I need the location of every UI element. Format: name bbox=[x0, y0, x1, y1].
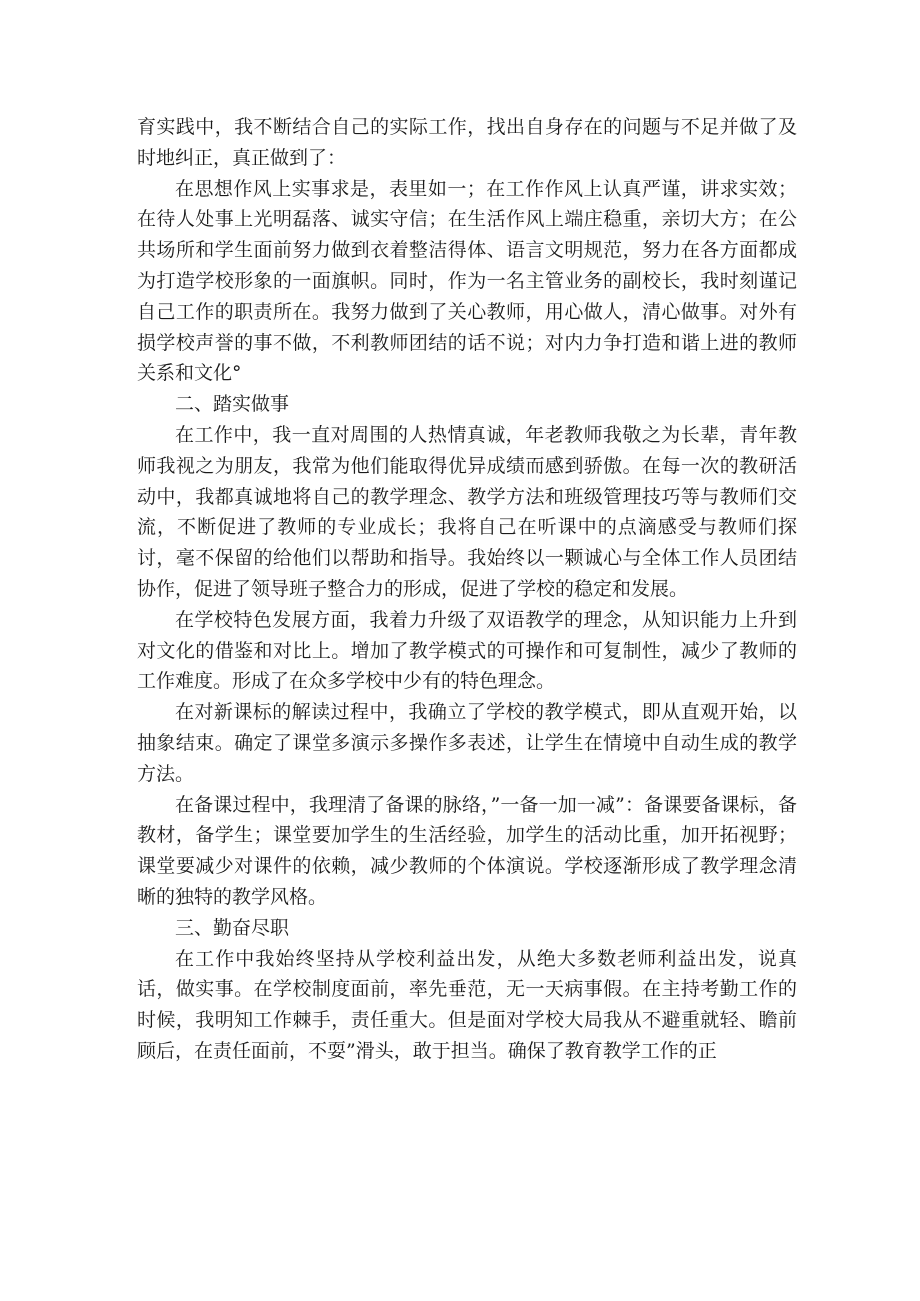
paragraph-lesson-prep: 在备课过程中，我理清了备课的脉络，”一备一加一减”：备课要备课标，备教材，备学生；课堂要加学生的生活经验，加学生的活动比重，加开拓视野；课堂要减少对课件的依赖，减少教师的个体演说。学校逐渐形成了教学理念清晰的独特的教学风格。 bbox=[137, 793, 797, 908]
section-heading-2: 二、踏实做事 bbox=[175, 393, 290, 416]
paragraph-teamwork: 在工作中，我一直对周围的人热情真诚，年老教师我敬之为长辈，青年教师我视之为朋友，我常为他们能取得优异成绩而感到骄傲。在每一次的教研活动中，我都真诚地将自己的教学理念、教学方法和班级管理技巧等与教师们交流，不断促进了教师的专业成长；我将自己在听课中的点滴感受与教师们探讨，毫不保留的给他们以帮助和指导。我始终以一颗诚心与全体工作人员团结协作，促进了领导班子整合力的形成，促进了学校的稳定和发展。 bbox=[137, 423, 797, 600]
paragraph-curriculum: 在对新课标的解读过程中，我确立了学校的教学模式，即从直观开始，以抽象结束。确定了课堂多演示多操作多表述，让学生在情境中自动生成的教学方法。 bbox=[137, 701, 797, 785]
paragraph-bilingual: 在学校特色发展方面，我着力升级了双语教学的理念，从知识能力上升到对文化的借鉴和对比上。增加了教学模式的可操作和可复制性，减少了教师的工作难度。形成了在众多学校中少有的特色理念。 bbox=[137, 608, 797, 693]
paragraph-diligence: 在工作中我始终坚持从学校利益出发，从绝大多数老师利益出发，说真话，做实事。在学校制度面前，率先垂范，无一天病事假。在主持考勤工作的时候，我明知工作棘手，责任重大。但是面对学校大局我从不避重就轻、瞻前顾后，在责任面前，不耍”滑头，敢于担当。确保了教育教学工作的正 bbox=[137, 947, 797, 1062]
paragraph-conduct: 在思想作风上实事求是，表里如一；在工作作风上认真严谨，讲求实效；在待人处事上光明磊落、诚实守信；在生活作风上端庄稳重，亲切大方；在公共场所和学生面前努力做到衣着整洁得体、语言文明规范，努力在各方面都成为打造学校形象的一面旗帜。同时，作为一名主管业务的副校长，我时刻谨记自己工作的职责所在。我努力做到了关心教师，用心做人，清心做事。对外有损学校声誉的事不做，不利教师团结的话不说；对内力争打造和谐上进的教师关系和文化° bbox=[137, 177, 797, 385]
paragraph-continuation: 育实践中，我不断结合自己的实际工作，找出自身存在的问题与不足并做了及时地纠正，真正做到了： bbox=[137, 116, 797, 169]
section-heading-3: 三、勤奋尽职 bbox=[175, 916, 290, 939]
document-body bbox=[137, 112, 797, 1067]
